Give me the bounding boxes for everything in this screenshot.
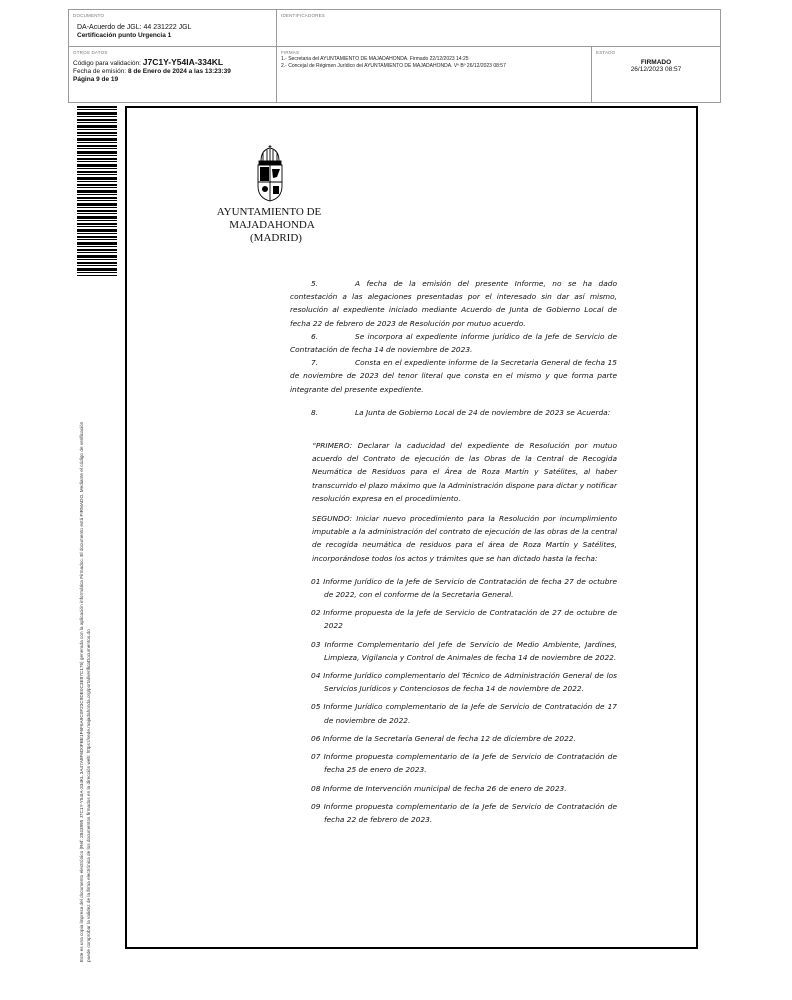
document-metadata-header (68, 9, 721, 103)
emission-date: 8 de Enero de 2024 a las 13:23:39 (127, 68, 231, 75)
identificadores-cell (277, 10, 720, 47)
coat-of-arms-icon (255, 144, 285, 204)
list-item: 07 Informe propuesta complementario de la Jefe de Servicio de Contratación de fecha 25 de enero de 2023. (311, 752, 617, 775)
list-item: 05 Informe Jurídico complementario de la Jefe de Servicio de Contratación de 17 de noviembre de 2022. (311, 702, 617, 725)
list-item: 03 Informe Complementario del Jefe de Servicio de Medio Ambiente, Jardines, Limpieza, Vigilancia y Control de Animales de fecha 14 de noviembre de 2022. (311, 639, 617, 662)
letterhead-line-1: AYUNTAMIENTO DE (216, 206, 322, 218)
paragraph-7: 7. Consta en el expediente informe de la Secretaria General de fecha 15 de noviembre de 2023 del tenor literal que consta en el mismo y que forma parte integrante del presente expediente. (290, 358, 617, 394)
identificadores-label: IDENTIFICADORES (281, 13, 326, 18)
paragraph-6: 6. Se incorpora al expediente informe jurídico de la Jefe de Servicio de Contratación de fecha 14 de noviembre de 2023. (290, 331, 617, 355)
emission-date-prefix: Fecha de emisión: (73, 68, 127, 75)
estado-value: FIRMADO (640, 59, 672, 66)
list-item: 08 Informe de Intervención municipal de fecha 26 de enero de 2023. (311, 783, 567, 793)
document-subtitle: Certificación punto Urgencia 1 (77, 32, 172, 39)
validation-code: J7C1Y-Y54IA-334KL (142, 57, 224, 67)
letterhead (210, 206, 328, 245)
paragraph-8: 8. La Junta de Gobierno Local de 24 de noviembre de 2023 se Acuerda: (311, 407, 611, 417)
estado-label: ESTADO (596, 50, 616, 55)
estado-date: 26/12/2023 08:57 (630, 66, 682, 73)
firma-2: 2.- Concejal de Régimen Jurídico del AYUNTAMIENTO DE MAJADAHONDA. Vº Bº 26/12/2023 08:57 (281, 63, 506, 69)
otros-datos-cell (69, 47, 277, 102)
firma-1: 1.- Secretaria del AYUNTAMIENTO DE MAJADAHONDA. Firmado 22/12/2023 14:25 (281, 56, 469, 62)
verification-line-2: puede comprobar la validez de la firma electrónica de los documentos firmados en la dirección web: https://sede.majadahonda.org/portal/verificaDocumentos.do (86, 629, 91, 962)
verification-line-1: Este es una copia impresa del documento electrónico (Ref: 2843895 J7C1Y-Y54IA-334KL 3A47A8F6D0FBE1F6F6A9C0F23C9DE0C3E87C176) generada con la aplicación informática Firmadoc. El documento está FIRMADO. Mediante el código de verificación (79, 421, 84, 962)
document-title: DA-Acuerdo de JGL: 44 231222 JGL (77, 24, 192, 31)
documento-label: DOCUMENTO (73, 13, 105, 18)
barcode-icon (77, 106, 117, 276)
list-item: 04 Informe Jurídico complementario del Técnico de Administración General de los Servicios Jurídicos y Contenciosos de fecha 14 de noviembre de 2022. (311, 671, 617, 694)
documento-cell (69, 10, 277, 47)
list-item: 02 Informe propuesta de la Jefe de Servicio de Contratación de 27 de octubre de 2022 (311, 608, 617, 631)
list-item: 01 Informe Jurídico de la Jefe de Servicio de Contratación de fecha 27 de octubre de 2022, con el conforme de la Secretaria General. (311, 576, 617, 600)
estado-cell (592, 47, 720, 102)
list-item: 09 Informe propuesta complementario de la Jefe de Servicio de Contratación de fecha 22 de febrero de 2023. (311, 801, 617, 824)
page-number: Página 9 de 19 (73, 76, 119, 83)
letterhead-line-2: MAJADAHONDA (229, 219, 315, 231)
primero-clause: “PRIMERO: Declarar la caducidad del expediente de Resolución por mutuo acuerdo del Contrato de ejecución de las Obras de la Central de Recogida Neumática de Residuos para el Área de Roza Martín y Satélites, al haber transcurrido el plazo máximo que la Administración dispone para dictar y notificar resolución expresa en el procedimiento. (312, 441, 618, 503)
firmas-label: FIRMAS (281, 50, 300, 55)
paragraph-5: 5. A fecha de la emisión del presente Informe, no se ha dado contestación a las alegaciones presentadas por el interesado sin dar así mismo, resolución al expediente iniciado mediante Acuerdo de Junta de Gobierno Local de fecha 22 de febrero de 2023 de Resolución por mutuo acuerdo. (290, 279, 617, 328)
document-body (290, 277, 617, 826)
segundo-clause: SEGUNDO: Iniciar nuevo procedimiento para la Resolución por incumplimiento imputable a la administración del contrato de ejecución de las obras de la central de recogida neumática de residuos para el área de Roza Martín y Satélites, incorporándose todos los actos y trámites que se han dictado hasta la fecha: (312, 514, 617, 563)
validation-code-line (73, 58, 272, 68)
emission-date-line (73, 68, 272, 76)
letterhead-line-3: (MADRID) (250, 232, 302, 244)
list-item: 06 Informe de la Secretaría General de fecha 12 de diciembre de 2022. (311, 733, 576, 743)
verification-sidebar-text (78, 272, 92, 962)
otros-datos-label: OTROS DATOS (73, 50, 108, 55)
validation-code-prefix: Código para validación: (73, 60, 141, 67)
firmas-cell (277, 47, 592, 102)
